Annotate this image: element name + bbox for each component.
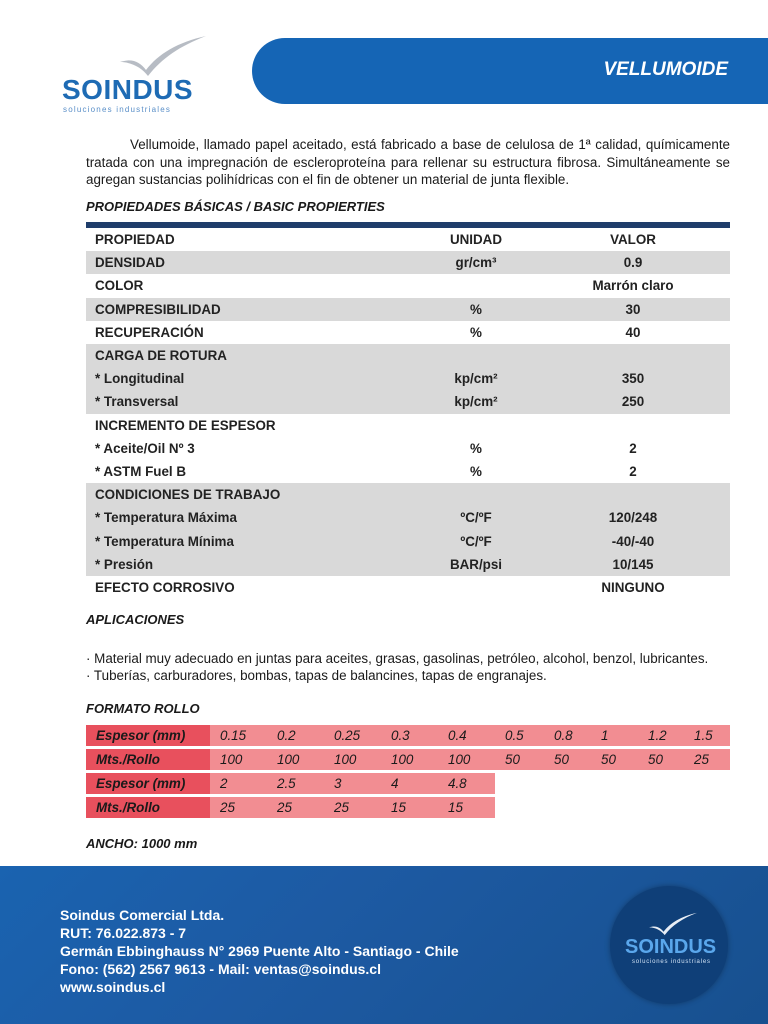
format-cell: 0.8 xyxy=(544,725,591,746)
property-unit: gr/cm³ xyxy=(455,255,497,271)
property-name: * Temperatura Mínima xyxy=(95,533,234,549)
footer-contact-info xyxy=(60,906,459,996)
applications-title: APLICACIONES xyxy=(86,612,185,627)
format-title: FORMATO ROLLO xyxy=(86,701,200,716)
table-row xyxy=(86,274,730,297)
format-cell: 1.2 xyxy=(638,725,684,746)
property-unit: BAR/psi xyxy=(449,556,503,572)
checkmark-swoosh-icon xyxy=(118,36,208,76)
table-row xyxy=(86,529,730,552)
table-row xyxy=(86,414,730,437)
property-name: * ASTM Fuel B xyxy=(95,463,187,479)
properties-table xyxy=(86,222,730,599)
property-unit: % xyxy=(470,440,482,456)
format-cell: 100 xyxy=(381,749,438,770)
format-cell: 15 xyxy=(438,797,495,818)
property-value: 120/248 xyxy=(608,510,658,526)
format-cell: 100 xyxy=(438,749,495,770)
header-value: VALOR xyxy=(610,232,656,248)
property-name: * Presión xyxy=(95,556,154,572)
format-row-label: Mts./Rollo xyxy=(86,749,210,770)
property-name: CONDICIONES DE TRABAJO xyxy=(95,487,281,503)
format-cell: 25 xyxy=(210,797,267,818)
meters-row xyxy=(86,797,495,818)
format-cell: 50 xyxy=(544,749,591,770)
meters-row xyxy=(86,749,730,770)
format-cell: 0.25 xyxy=(324,725,381,746)
format-cell: 1.5 xyxy=(684,725,730,746)
format-row-label: Espesor (mm) xyxy=(86,725,210,746)
footer-brand-tagline: soluciones industriales xyxy=(632,959,711,965)
properties-title: PROPIEDADES BÁSICAS / BASIC PROPIERTIES xyxy=(86,199,385,214)
table-row xyxy=(86,483,730,506)
brand-tagline: soluciones industriales xyxy=(63,105,172,114)
company-name: Soindus Comercial Ltda. xyxy=(60,907,225,923)
table-row xyxy=(86,367,730,390)
property-name: INCREMENTO DE ESPESOR xyxy=(95,417,276,433)
format-cell: 0.3 xyxy=(381,725,438,746)
table-row xyxy=(86,553,730,576)
property-value: Marrón claro xyxy=(592,278,674,294)
property-unit: % xyxy=(470,463,482,479)
format-cell: 0.15 xyxy=(210,725,267,746)
application-item: · Material muy adecuado en juntas para aceites, grasas, gasolinas, petróleo, alcohol, benzol, lubricantes. xyxy=(86,651,709,666)
property-value: 0.9 xyxy=(623,255,643,271)
company-phone-mail: Fono: (562) 2567 9613 - Mail: ventas@soindus.cl xyxy=(60,961,381,977)
format-cell: 0.4 xyxy=(438,725,495,746)
header-property: PROPIEDAD xyxy=(95,232,175,248)
property-name: CARGA DE ROTURA xyxy=(95,348,227,364)
property-unit: % xyxy=(470,301,482,317)
property-value: -40/-40 xyxy=(611,533,655,549)
format-table-2 xyxy=(86,773,495,821)
table-row xyxy=(86,344,730,367)
page-title: VELLUMOIDE xyxy=(603,59,728,80)
table-row xyxy=(86,251,730,274)
format-cell: 25 xyxy=(684,749,730,770)
format-cell: 100 xyxy=(210,749,267,770)
format-cell: 3 xyxy=(324,773,381,794)
format-cell: 2.5 xyxy=(267,773,324,794)
intro-paragraph xyxy=(86,136,730,189)
table-row xyxy=(86,298,730,321)
property-unit: ºC/ºF xyxy=(460,533,492,549)
table-row xyxy=(86,437,730,460)
format-cell: 0.2 xyxy=(267,725,324,746)
thickness-row xyxy=(86,725,730,746)
format-table-1 xyxy=(86,725,730,773)
format-cell: 50 xyxy=(638,749,684,770)
application-item: · Tuberías, carburadores, bombas, tapas de balancines, tapas de engranajes. xyxy=(86,668,547,683)
width-note: ANCHO: 1000 mm xyxy=(86,836,198,851)
table-row xyxy=(86,460,730,483)
format-cell: 2 xyxy=(210,773,267,794)
property-value: 10/145 xyxy=(612,556,654,572)
brand-name: SOINDUS xyxy=(62,74,194,105)
company-address: Germán Ebbinghauss N° 2969 Puente Alto - Santiago - Chile xyxy=(60,943,459,959)
format-cell: 4 xyxy=(381,773,438,794)
property-name: DENSIDAD xyxy=(95,255,165,271)
table-row xyxy=(86,390,730,413)
footer-brand-name: SOINDUS xyxy=(625,936,717,958)
property-name: * Transversal xyxy=(95,394,179,410)
table-header-row xyxy=(86,228,730,251)
format-cell: 15 xyxy=(381,797,438,818)
property-unit: % xyxy=(470,324,482,340)
title-banner xyxy=(252,38,768,104)
property-value: 2 xyxy=(629,463,637,479)
property-name: COMPRESIBILIDAD xyxy=(95,301,221,317)
format-cell: 25 xyxy=(324,797,381,818)
property-value: 250 xyxy=(621,394,645,410)
checkmark-swoosh-icon xyxy=(648,912,698,936)
property-value: 350 xyxy=(621,371,645,387)
property-value: 30 xyxy=(625,301,641,317)
property-name: RECUPERACIÓN xyxy=(95,324,204,340)
property-name: * Aceite/Oil Nº 3 xyxy=(95,440,195,456)
property-value: NINGUNO xyxy=(601,579,665,595)
property-name: * Temperatura Máxima xyxy=(95,510,237,526)
table-row xyxy=(86,321,730,344)
property-unit: kp/cm² xyxy=(454,394,498,410)
footer-logo-badge xyxy=(610,886,728,1004)
thickness-row xyxy=(86,773,495,794)
company-website[interactable]: www.soindus.cl xyxy=(60,979,166,995)
format-cell: 50 xyxy=(495,749,544,770)
property-unit: ºC/ºF xyxy=(460,510,492,526)
format-cell: 0.5 xyxy=(495,725,544,746)
table-row xyxy=(86,576,730,599)
format-cell: 4.8 xyxy=(438,773,495,794)
property-name: COLOR xyxy=(95,278,144,294)
property-unit: kp/cm² xyxy=(454,371,498,387)
applications-list xyxy=(86,650,736,684)
footer xyxy=(0,866,768,1024)
format-row-label: Mts./Rollo xyxy=(86,797,210,818)
property-value: 2 xyxy=(629,440,637,456)
intro-text: Vellumoide, llamado papel aceitado, está fabricado a base de celulosa de 1ª calidad, químicamente tratada con una impregnación de escleroproteína para rellenar su estructura fibrosa. Simultáneamente se agregan sustancias polihídricas con el fin de obtener un material de junta flexible. xyxy=(86,137,730,187)
soindus-logo xyxy=(58,36,208,116)
format-cell: 25 xyxy=(267,797,324,818)
table-row xyxy=(86,506,730,529)
format-cell: 100 xyxy=(324,749,381,770)
format-row-label: Espesor (mm) xyxy=(86,773,210,794)
property-name: * Longitudinal xyxy=(95,371,185,387)
format-cell: 1 xyxy=(591,725,638,746)
format-cell: 100 xyxy=(267,749,324,770)
property-name: EFECTO CORROSIVO xyxy=(95,579,235,595)
header-unit: UNIDAD xyxy=(449,232,503,248)
property-value: 40 xyxy=(625,324,641,340)
format-cell: 50 xyxy=(591,749,638,770)
company-rut: RUT: 76.022.873 - 7 xyxy=(60,925,187,941)
